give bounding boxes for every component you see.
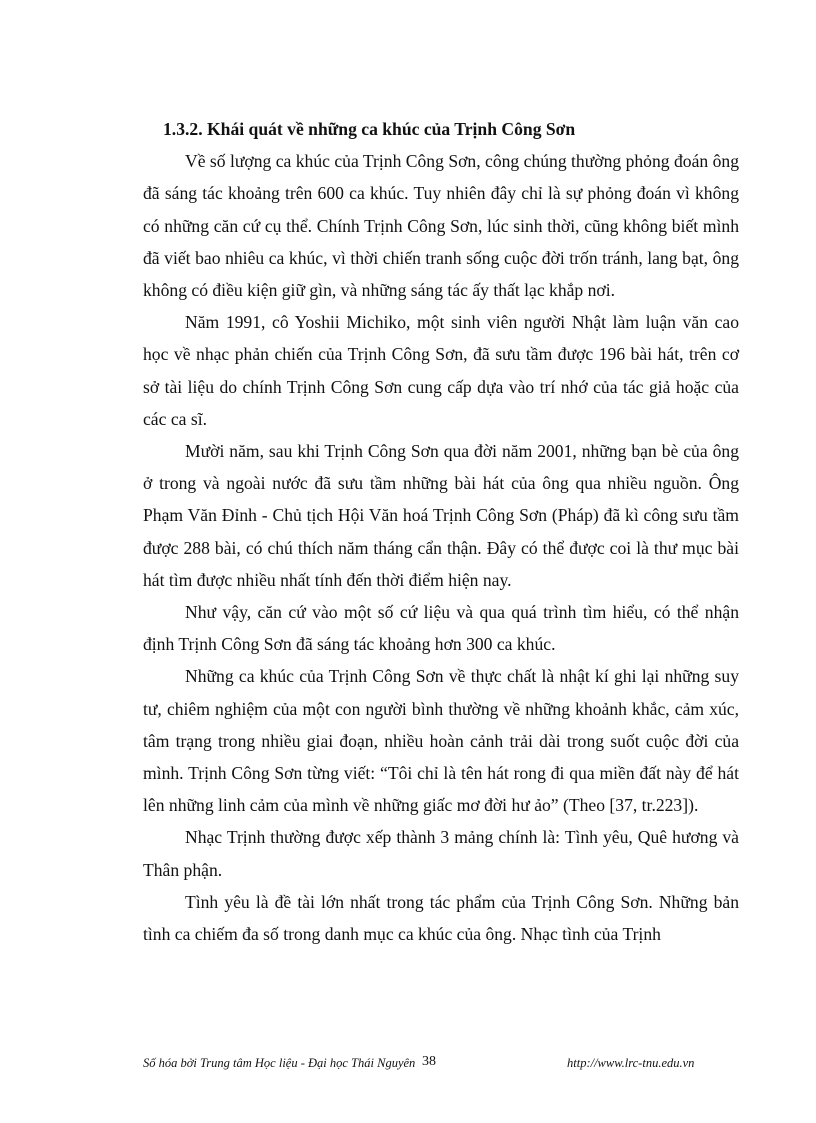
footer-source: Số hóa bởi Trung tâm Học liệu - Đại học Thái Nguyên	[143, 1056, 416, 1070]
paragraph-diary-nature: Những ca khúc của Trịnh Công Sơn về thực chất là nhật kí ghi lại những suy tư, chiêm nghiệm của một con người bình thường về những khoảnh khắc, cảm xúc, tâm trạng trong nhiều giai đoạn, nhiều hoàn cảnh trải dài trong suốt cuộc đời của mình. Trịnh Công Sơn từng viết: “Tôi chỉ là tên hát rong đi qua miền đất này để hát lên những linh cảm của mình về những giấc mơ đời hư ảo” (Theo [37, tr.223]).	[143, 666, 739, 816]
paragraph-song-count: Về số lượng ca khúc của Trịnh Công Sơn, công chúng thường phỏng đoán ông đã sáng tác khoảng trên 600 ca khúc. Tuy nhiên đây chỉ là sự phỏng đoán vì không có những căn cứ cụ thể. Chính Trịnh Công Sơn, lúc sinh thời, cũng không biết mình đã viết bao nhiêu ca khúc, vì thời chiến tranh sống cuộc đời trốn tránh, lang bạt, ông không có điều kiện giữ gìn, và những sáng tác ấy thất lạc khắp nơi.	[143, 151, 739, 301]
footer-url[interactable]: http://www.lrc-tnu.edu.vn	[567, 1056, 695, 1070]
paragraph-conclusion-count: Như vậy, căn cứ vào một số cứ liệu và qua quá trình tìm hiểu, có thể nhận định Trịnh Công Sơn đã sáng tác khoảng hơn 300 ca khúc.	[143, 602, 739, 655]
page-number: 38	[422, 1054, 436, 1069]
section-heading: 1.3.2. Khái quát về những ca khúc của Trịnh Công Sơn	[163, 119, 576, 139]
page-content	[143, 113, 739, 950]
paragraph-pham-van-dinh: Mười năm, sau khi Trịnh Công Sơn qua đời năm 2001, những bạn bè của ông ở trong và ngoài nước đã sưu tầm những bài hát của ông qua nhiều nguồn. Ông Phạm Văn Đỉnh - Chủ tịch Hội Văn hoá Trịnh Công Sơn (Pháp) đã kì công sưu tầm được 288 bài, có chú thích năm tháng cẩn thận. Đây có thể được coi là thư mục bài hát tìm được nhiều nhất tính đến thời điểm hiện nay.	[143, 441, 739, 590]
paragraph-yoshii-michiko: Năm 1991, cô Yoshii Michiko, một sinh viên người Nhật làm luận văn cao học về nhạc phản chiến của Trịnh Công Sơn, đã sưu tầm được 196 bài hát, trên cơ sở tài liệu do chính Trịnh Công Sơn cung cấp dựa vào trí nhớ của tác giả hoặc của các ca sĩ.	[143, 312, 739, 429]
paragraph-three-themes: Nhạc Trịnh thường được xếp thành 3 mảng chính là: Tình yêu, Quê hương và Thân phận.	[143, 827, 739, 880]
paragraph-love-theme: Tình yêu là đề tài lớn nhất trong tác phẩm của Trịnh Công Sơn. Những bản tình ca chiếm đa số trong danh mục ca khúc của ông. Nhạc tình của Trịnh	[143, 891, 739, 945]
